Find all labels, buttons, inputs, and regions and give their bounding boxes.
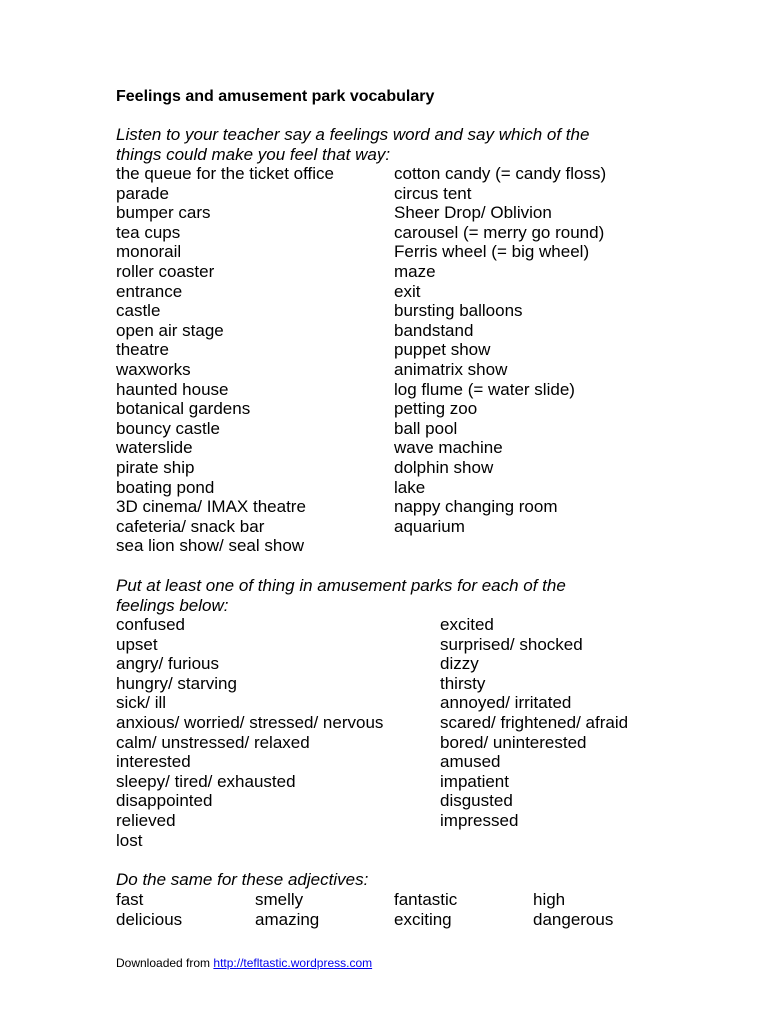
list-item: disgusted [440, 791, 513, 811]
section1-left-list [116, 164, 334, 556]
list-item: calm/ unstressed/ relaxed [116, 732, 310, 752]
list-item: exit [394, 281, 421, 301]
list-item: aquarium [394, 516, 465, 536]
list-item: nappy changing room [394, 497, 558, 517]
section2-left-list [116, 615, 383, 850]
list-item: angry/ furious [116, 654, 219, 674]
footer [116, 955, 372, 971]
list-item: waterslide [116, 438, 193, 458]
list-item: theatre [116, 340, 169, 360]
list-item: surprised/ shocked [440, 634, 583, 654]
list-item: cotton candy (= candy floss) [394, 164, 607, 183]
list-item: Sheer Drop/ Oblivion [394, 203, 552, 223]
list-item: dizzy [440, 654, 479, 674]
adjective: high [533, 890, 566, 909]
list-item: the queue for the ticket office [116, 164, 334, 183]
list-item: upset [116, 634, 158, 654]
list-item: waxworks [116, 359, 191, 379]
list-item: anxious/ worried/ stressed/ nervous [116, 712, 384, 732]
list-item: disappointed [116, 791, 213, 811]
list-item: confused [116, 615, 185, 634]
list-item: impatient [440, 771, 509, 791]
section2-instruction [116, 576, 566, 615]
list-item: pirate ship [116, 457, 195, 477]
list-item: relieved [116, 810, 176, 830]
section1-right-list [394, 164, 606, 536]
list-item: amused [440, 752, 501, 772]
list-item: sick/ ill [116, 693, 167, 713]
adjective: fantastic [394, 890, 458, 909]
list-item: bursting balloons [394, 301, 523, 321]
list-item: sea lion show/ seal show [116, 536, 305, 556]
adjective: exciting [394, 909, 452, 929]
adjective: smelly [255, 890, 304, 909]
list-item: annoyed/ irritated [440, 693, 572, 713]
section3-col1 [116, 890, 182, 929]
list-item: tea cups [116, 222, 181, 242]
list-item: excited [440, 615, 494, 634]
section2-right-list [440, 615, 628, 831]
footer-prefix: Downloaded from [116, 956, 214, 970]
adjective: delicious [116, 909, 183, 929]
adjective: dangerous [533, 909, 614, 929]
list-item: interested [116, 752, 191, 772]
list-item: Ferris wheel (= big wheel) [394, 242, 590, 262]
list-item: cafeteria/ snack bar [116, 516, 265, 536]
list-item: haunted house [116, 379, 229, 399]
list-item: boating pond [116, 477, 215, 497]
list-item: 3D cinema/ IMAX theatre [116, 497, 306, 517]
section3-instruction [116, 870, 368, 890]
instruction-line: feelings below: [116, 595, 229, 615]
list-item: maze [394, 261, 436, 281]
list-item: circus tent [394, 183, 472, 203]
list-item: wave machine [394, 438, 503, 458]
list-item: monorail [116, 242, 182, 262]
adjective: fast [116, 890, 144, 909]
instruction-line: Put at least one of thing in amusement parks for each of the [116, 576, 566, 595]
list-item: botanical gardens [116, 399, 251, 419]
section3-col2 [255, 890, 319, 929]
section3-col4 [533, 890, 613, 929]
list-item: animatrix show [394, 359, 508, 379]
list-item: dolphin show [394, 457, 494, 477]
source-link[interactable]: http://tefltastic.wordpress.com [213, 956, 373, 970]
list-item: log flume (= water slide) [394, 379, 575, 399]
list-item: lake [394, 477, 426, 497]
section1-instruction [116, 125, 589, 164]
list-item: impressed [440, 810, 519, 830]
page-title: Feelings and amusement park vocabulary [116, 88, 435, 105]
section3-col3 [394, 890, 457, 929]
list-item: hungry/ starving [116, 673, 237, 693]
list-item: carousel (= merry go round) [394, 222, 605, 242]
list-item: sleepy/ tired/ exhausted [116, 771, 296, 791]
list-item: parade [116, 183, 169, 203]
list-item: lost [116, 830, 143, 850]
list-item: ball pool [394, 418, 458, 438]
list-item: thirsty [440, 673, 486, 693]
list-item: castle [116, 301, 161, 321]
list-item: entrance [116, 281, 183, 301]
instruction-line: Do the same for these adjectives: [116, 870, 369, 889]
adjective: amazing [255, 909, 320, 929]
list-item: bored/ uninterested [440, 732, 587, 752]
list-item: roller coaster [116, 261, 215, 281]
list-item: puppet show [394, 340, 491, 360]
list-item: open air stage [116, 320, 224, 340]
instruction-line: things could make you feel that way: [116, 144, 391, 164]
list-item: petting zoo [394, 399, 478, 419]
list-item: scared/ frightened/ afraid [440, 712, 629, 732]
list-item: bandstand [394, 320, 474, 340]
instruction-line: Listen to your teacher say a feelings word and say which of the [116, 125, 590, 144]
list-item: bumper cars [116, 203, 211, 223]
list-item: bouncy castle [116, 418, 220, 438]
